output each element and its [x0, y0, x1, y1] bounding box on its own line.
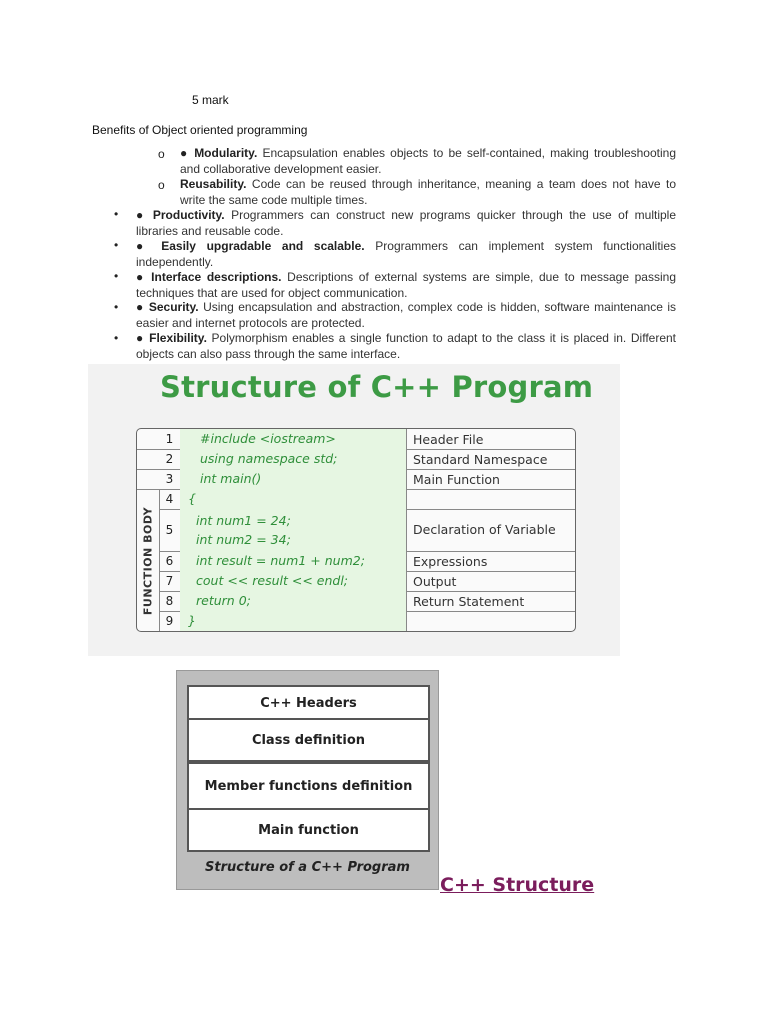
- code-cell: #include <iostream>: [180, 429, 407, 449]
- item-text: Using encapsulation and abstraction, complex code is hidden, software maintenance is easier and internet protocols are protected.: [136, 300, 676, 330]
- row-description: Main Function: [413, 472, 500, 487]
- line-number: 1: [159, 429, 181, 449]
- item-text: Encapsulation enables objects to be self-contained, making troubleshooting and collaborative development easier.: [180, 146, 676, 176]
- row-description: Standard Namespace: [413, 452, 548, 467]
- table-row: [159, 551, 575, 572]
- item-title: ● Flexibility.: [136, 331, 207, 345]
- line-number: 7: [159, 571, 181, 591]
- item-title: ● Security.: [136, 300, 199, 314]
- line-number: 5: [159, 509, 181, 551]
- item-text: Polymorphism enables a single function to adapt to the class it is placed in. Different objects can also pass through the same interface.: [136, 331, 676, 361]
- code-cell: int main(): [180, 469, 407, 489]
- code-cell: cout << result << endl;: [180, 571, 407, 591]
- figure-title: Structure of C++ Program: [160, 370, 594, 404]
- section-heading: Benefits of Object oriented programming: [92, 123, 308, 137]
- list-item-interface: [136, 270, 676, 301]
- cpp-structure-figure: [88, 364, 620, 656]
- function-body-label: FUNCTION BODY: [137, 490, 160, 631]
- bullet-marker: •: [114, 207, 119, 221]
- row-description: Expressions: [413, 554, 488, 569]
- row-description: Return Statement: [413, 594, 525, 609]
- line-number: 2: [159, 449, 181, 469]
- bullet-marker: o: [158, 178, 165, 192]
- bullet-marker: •: [114, 238, 119, 252]
- item-title: ● Easily upgradable and scalable.: [136, 239, 365, 253]
- item-text: Programmers can implement system functionalities independently.: [136, 239, 676, 269]
- code-cell: }: [180, 611, 407, 631]
- code-cell: int num1 = 24; int num2 = 34;: [180, 509, 407, 551]
- line-number: 8: [159, 591, 181, 611]
- box-cpp-headers: C++ Headers: [187, 685, 430, 722]
- row-description: Output: [413, 574, 457, 589]
- line-number: 6: [159, 551, 181, 571]
- line-number: 4: [159, 489, 181, 509]
- table-row: [137, 469, 575, 490]
- table-row: [137, 429, 575, 450]
- table-row: [159, 591, 575, 612]
- list-item-security: [136, 300, 676, 331]
- row-description: Header File: [413, 432, 484, 447]
- box-class-definition: Class definition: [187, 718, 430, 762]
- list-item-reusability: [180, 177, 676, 208]
- item-text: Descriptions of external systems are simple, due to message passing techniques that are used for object communication.: [136, 270, 676, 300]
- box-main-function: Main function: [187, 808, 430, 852]
- cpp-structure-link[interactable]: C++ Structure: [440, 874, 595, 896]
- cpp-layers-figure: [176, 670, 439, 890]
- item-text: Programmers can construct new programs quicker through the use of multiple libraries and reusable code.: [136, 208, 677, 238]
- bullet-marker: •: [114, 331, 119, 345]
- line-number: 3: [159, 469, 181, 489]
- bullet-marker: •: [114, 269, 119, 283]
- table-row: [137, 449, 575, 470]
- item-title: ● Productivity.: [136, 208, 225, 222]
- table-row: [159, 489, 575, 510]
- section-mark: 5 mark: [192, 93, 229, 107]
- row-description: Declaration of Variable: [413, 522, 556, 537]
- code-structure-table: [136, 428, 576, 632]
- list-item-productivity: [136, 208, 676, 239]
- list-item-scalable: [136, 239, 676, 270]
- item-text: Code can be reused through inheritance, meaning a team does not have to write the same code multiple times.: [180, 177, 676, 207]
- list-item-flexibility: [136, 331, 676, 362]
- bullet-marker: •: [114, 300, 119, 314]
- bullet-marker: o: [158, 147, 165, 161]
- code-cell: int result = num1 + num2;: [180, 551, 407, 571]
- table-row: [159, 509, 575, 552]
- table-row: [159, 611, 575, 631]
- item-title: ● Interface descriptions.: [136, 270, 282, 284]
- figure-caption: Structure of a C++ Program: [205, 860, 410, 875]
- table-row: [159, 571, 575, 592]
- box-member-functions: Member functions definition: [187, 762, 430, 810]
- code-cell: {: [180, 489, 407, 509]
- code-cell: return 0;: [180, 591, 407, 611]
- item-title: ● Modularity.: [180, 146, 258, 160]
- item-title: Reusability.: [180, 177, 247, 191]
- list-item-modularity: [180, 146, 676, 177]
- code-cell: using namespace std;: [180, 449, 407, 469]
- line-number: 9: [159, 611, 181, 631]
